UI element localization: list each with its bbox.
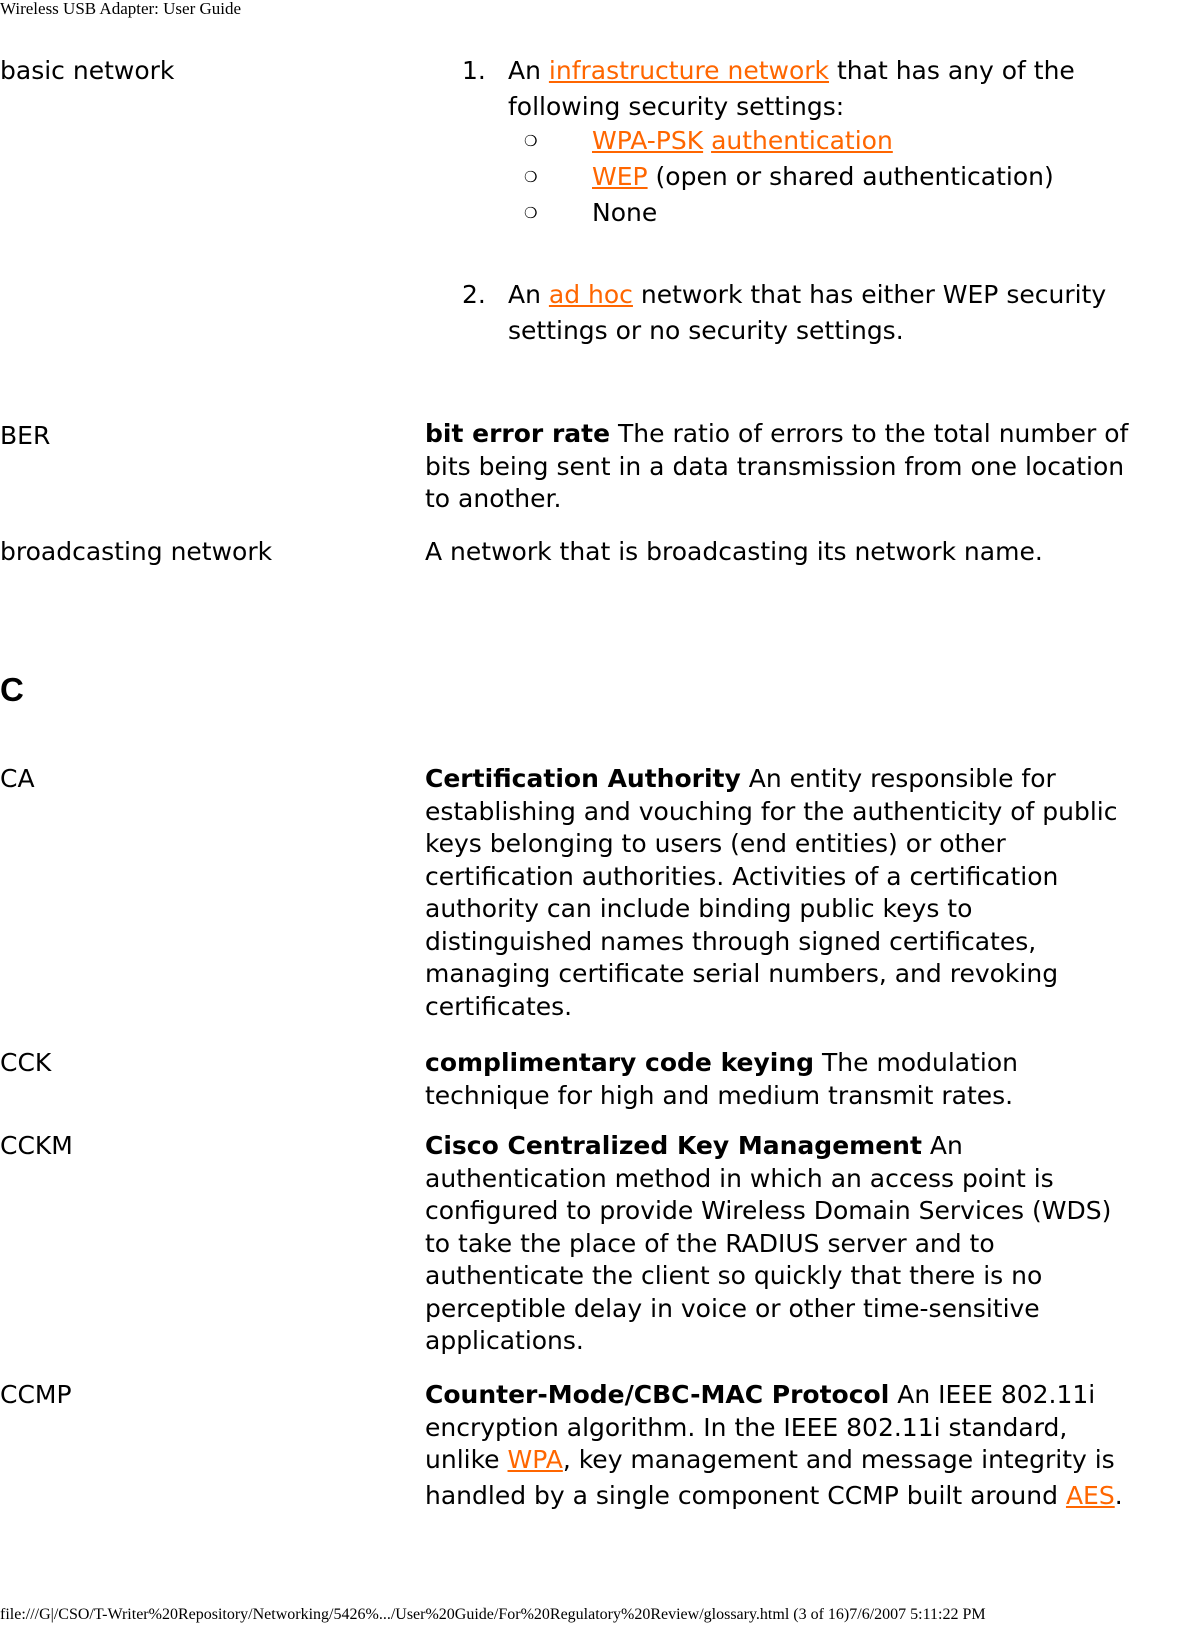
bullet-item-wep: WEP (open or shared authentication) bbox=[592, 162, 1054, 191]
definition-cck bbox=[425, 1047, 1188, 1112]
definition-line: certification authorities. Activities of a certification bbox=[425, 861, 1059, 891]
wep-link[interactable]: WEP bbox=[592, 162, 648, 191]
definition-line: keys belonging to users (end entities) or other bbox=[425, 829, 1006, 858]
list-item-1-line-1: An infrastructure network that has any of the bbox=[508, 56, 1075, 85]
definition-line: to take the place of the RADIUS server and to bbox=[425, 1228, 995, 1258]
list-item-2-line-2: settings or no security settings. bbox=[508, 316, 904, 345]
definition-expansion: Counter-Mode/CBC-MAC Protocol bbox=[425, 1380, 890, 1409]
term-cck: CCK bbox=[0, 1048, 52, 1077]
list-number-2: 2. bbox=[462, 280, 486, 309]
bullet-circle-icon: ❍ bbox=[524, 204, 538, 222]
definition-expansion: Cisco Centralized Key Management bbox=[425, 1131, 922, 1160]
definition-ber bbox=[425, 418, 1188, 516]
definition-line: handled by a single component CCMP built around AES. bbox=[425, 1480, 1123, 1510]
definition-line: complimentary code keying The modulation bbox=[425, 1048, 1018, 1077]
definition-line: applications. bbox=[425, 1326, 584, 1355]
wpa-link[interactable]: WPA bbox=[507, 1445, 563, 1474]
definition-line: bit error rate The ratio of errors to the total number of bbox=[425, 419, 1129, 448]
definition-expansion: Certification Authority bbox=[425, 764, 741, 793]
aes-link[interactable]: AES bbox=[1065, 1480, 1115, 1510]
definition-line: perceptible delay in voice or other time-sensitive bbox=[425, 1293, 1040, 1323]
ad-hoc-link[interactable]: ad hoc bbox=[548, 280, 633, 309]
definition-ca bbox=[425, 763, 1188, 1023]
definition-broadcasting-network bbox=[425, 536, 1188, 569]
term-ccmp: CCMP bbox=[0, 1380, 72, 1409]
definition-line: bits being sent in a data transmission from one location bbox=[425, 451, 1125, 481]
term-broadcasting-network: broadcasting network bbox=[0, 537, 273, 566]
definition-line: distinguished names through signed certificates, bbox=[425, 926, 1037, 956]
list-number-1: 1. bbox=[462, 56, 486, 85]
definition-expansion: bit error rate bbox=[425, 419, 611, 448]
section-heading-c: C bbox=[0, 671, 24, 708]
infrastructure-network-link[interactable]: infrastructure network bbox=[548, 56, 830, 85]
definition-line: authentication method in which an access point is bbox=[425, 1163, 1054, 1193]
wpa-psk-link[interactable]: WPA-PSK bbox=[592, 126, 704, 155]
page-header-title: Wireless USB Adapter: User Guide bbox=[0, 0, 242, 18]
definition-line: technique for high and medium transmit rates. bbox=[425, 1080, 1014, 1110]
term-cckm: CCKM bbox=[0, 1131, 73, 1160]
definition-line: managing certificate serial numbers, and revoking bbox=[425, 959, 1059, 988]
bullet-circle-icon: ❍ bbox=[524, 132, 538, 150]
definition-line: encryption algorithm. In the IEEE 802.11i standard, bbox=[425, 1412, 1068, 1442]
definition-line: authority can include binding public keys to bbox=[425, 894, 973, 923]
term-ca: CA bbox=[0, 764, 35, 793]
definition-line: configured to provide Wireless Domain Services (WDS) bbox=[425, 1196, 1112, 1225]
list-item-1-line-2: following security settings: bbox=[508, 92, 845, 121]
definition-line: Counter-Mode/CBC-MAC Protocol An IEEE 802.11i bbox=[425, 1380, 1096, 1409]
definition-line: authenticate the client so quickly that there is no bbox=[425, 1261, 1043, 1290]
definition-line: A network that is broadcasting its network name. bbox=[425, 537, 1043, 566]
bullet-item-wpa-psk bbox=[592, 123, 893, 159]
term-basic-network: basic network bbox=[0, 56, 175, 85]
definition-line: Certification Authority An entity responsible for bbox=[425, 764, 1056, 793]
definition-line: Cisco Centralized Key Management An bbox=[425, 1131, 963, 1160]
page-footer-path: file:///G|/CSO/T-Writer%20Repository/Networking/5426%.../User%20Guide/For%20Regulatory%20Review/glossary.html (3 of 16)7/6/2007 5:11:22 PM bbox=[0, 1606, 986, 1623]
definition-line: unlike WPA, key management and message integrity is bbox=[425, 1445, 1115, 1474]
list-item-2-line-1: An ad hoc network that has either WEP security bbox=[508, 280, 1107, 309]
definition-line: to another. bbox=[425, 484, 562, 513]
definition-line: establishing and vouching for the authenticity of public bbox=[425, 796, 1118, 826]
definition-line: certificates. bbox=[425, 991, 573, 1021]
definition-expansion: complimentary code keying bbox=[425, 1048, 815, 1077]
bullet-circle-icon: ❍ bbox=[524, 168, 538, 186]
term-ber: BER bbox=[0, 421, 51, 450]
authentication-link[interactable]: authentication bbox=[711, 126, 893, 155]
definition-ccmp bbox=[425, 1379, 1188, 1512]
bullet-item-none: None bbox=[592, 198, 658, 227]
definition-cckm bbox=[425, 1130, 1188, 1358]
